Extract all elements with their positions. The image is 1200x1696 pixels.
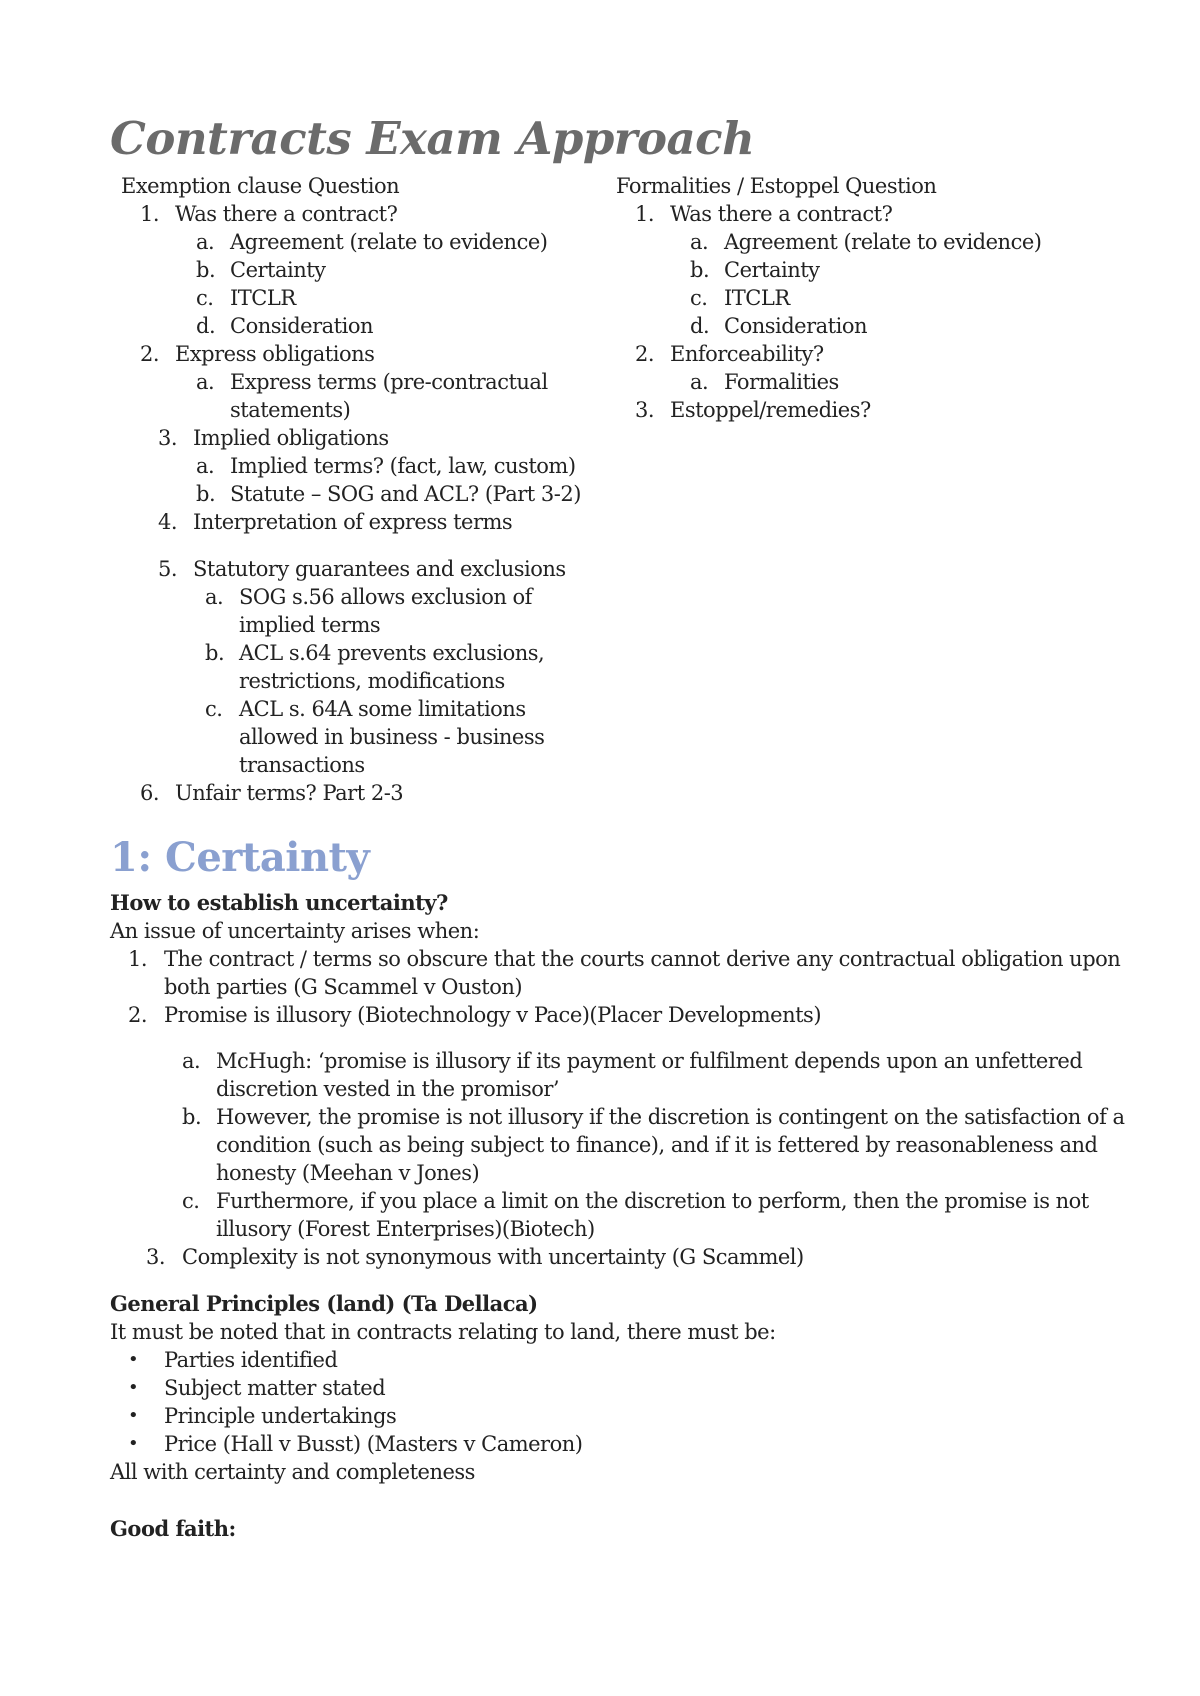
list-marker: a. xyxy=(182,1049,201,1073)
list-item-continuation: implied terms xyxy=(239,613,381,637)
list-item-continuation: discretion vested in the promisor’ xyxy=(216,1077,560,1101)
list-marker: a. xyxy=(690,230,709,254)
list-marker: a. xyxy=(196,230,215,254)
list-marker: 1. xyxy=(635,202,655,226)
bullet-icon: • xyxy=(128,1405,139,1426)
formalities-heading: Formalities / Estoppel Question xyxy=(616,174,937,198)
paragraph: All with certainty and completeness xyxy=(110,1460,475,1484)
bullet-icon: • xyxy=(128,1349,139,1370)
list-item: Furthermore, if you place a limit on the discretion to perform, then the promise is not xyxy=(216,1189,1089,1213)
list-item: Agreement (relate to evidence) xyxy=(724,230,1042,254)
list-marker: a. xyxy=(196,370,215,394)
list-item: Unfair terms? Part 2-3 xyxy=(175,781,404,805)
list-marker: b. xyxy=(196,482,216,506)
list-item-continuation: restrictions, modifications xyxy=(239,669,505,693)
list-item: Complexity is not synonymous with uncertainty (G Scammel) xyxy=(182,1245,804,1269)
list-marker: 1. xyxy=(128,947,148,971)
list-item: The contract / terms so obscure that the courts cannot derive any contractual obligation upon xyxy=(164,947,1121,971)
list-marker: b. xyxy=(182,1105,202,1129)
list-item: ACL s. 64A some limitations xyxy=(239,697,526,721)
list-item: However, the promise is not illusory if the discretion is contingent on the satisfaction of a xyxy=(216,1105,1125,1129)
list-item: Express terms (pre-contractual xyxy=(230,370,548,394)
list-item: Promise is illusory (Biotechnology v Pace)(Placer Developments) xyxy=(164,1003,822,1027)
list-item-continuation: allowed in business - business xyxy=(239,725,545,749)
paragraph: It must be noted that in contracts relating to land, there must be: xyxy=(110,1320,776,1344)
list-marker: c. xyxy=(205,697,223,721)
list-marker: d. xyxy=(196,314,216,338)
list-marker: 2. xyxy=(140,342,160,366)
paragraph: An issue of uncertainty arises when: xyxy=(110,919,480,943)
list-item-continuation: statements) xyxy=(230,398,351,422)
list-item: Interpretation of express terms xyxy=(193,510,513,534)
list-marker: 6. xyxy=(140,781,160,805)
list-item-continuation: condition (such as being subject to finance), and if it is fettered by reasonableness and xyxy=(216,1133,1098,1157)
list-marker: 4. xyxy=(158,510,178,534)
list-marker: 5. xyxy=(158,557,178,581)
list-item: Price (Hall v Busst) (Masters v Cameron) xyxy=(164,1432,583,1456)
list-item: Certainty xyxy=(230,258,326,282)
section-heading-certainty: 1: Certainty xyxy=(110,834,370,881)
list-item: Express obligations xyxy=(175,342,375,366)
list-item: Certainty xyxy=(724,258,820,282)
list-marker: b. xyxy=(690,258,710,282)
list-item: McHugh: ‘promise is illusory if its payment or fulfilment depends upon an unfettered xyxy=(216,1049,1083,1073)
list-item: Was there a contract? xyxy=(175,202,398,226)
list-marker: 3. xyxy=(146,1245,166,1269)
list-marker: 2. xyxy=(635,342,655,366)
exemption-heading: Exemption clause Question xyxy=(121,174,400,198)
list-item: Formalities xyxy=(724,370,839,394)
list-item: Statute – SOG and ACL? (Part 3-2) xyxy=(230,482,581,506)
bullet-icon: • xyxy=(128,1377,139,1398)
list-marker: c. xyxy=(690,286,708,310)
list-marker: d. xyxy=(690,314,710,338)
list-item: ACL s.64 prevents exclusions, xyxy=(239,641,545,665)
list-item: Parties identified xyxy=(164,1348,338,1372)
list-marker: 3. xyxy=(635,398,655,422)
list-marker: 3. xyxy=(158,426,178,450)
list-item: Consideration xyxy=(724,314,867,338)
subheading: How to establish uncertainty? xyxy=(110,890,448,915)
page-title: Contracts Exam Approach xyxy=(110,112,755,165)
bullet-icon: • xyxy=(128,1433,139,1454)
list-item: Was there a contract? xyxy=(670,202,893,226)
list-marker: c. xyxy=(182,1189,200,1213)
list-item: Agreement (relate to evidence) xyxy=(230,230,548,254)
list-item: Implied terms? (fact, law, custom) xyxy=(230,454,576,478)
list-marker: b. xyxy=(205,641,225,665)
list-marker: c. xyxy=(196,286,214,310)
list-marker: a. xyxy=(196,454,215,478)
list-item: ITCLR xyxy=(724,286,790,310)
subheading: General Principles (land) (Ta Dellaca) xyxy=(110,1291,538,1316)
list-item: Estoppel/remedies? xyxy=(670,398,871,422)
list-item: SOG s.56 allows exclusion of xyxy=(239,585,532,609)
list-item: Subject matter stated xyxy=(164,1376,386,1400)
list-marker: a. xyxy=(205,585,224,609)
list-item-continuation: illusory (Forest Enterprises)(Biotech) xyxy=(216,1217,595,1241)
list-item-continuation: honesty (Meehan v Jones) xyxy=(216,1161,480,1185)
list-marker: a. xyxy=(690,370,709,394)
list-item: Enforceability? xyxy=(670,342,824,366)
subheading: Good faith: xyxy=(110,1516,236,1541)
list-item: Statutory guarantees and exclusions xyxy=(193,557,566,581)
list-item-continuation: transactions xyxy=(239,753,365,777)
list-marker: b. xyxy=(196,258,216,282)
list-item: Consideration xyxy=(230,314,373,338)
list-item-continuation: both parties (G Scammel v Ouston) xyxy=(164,975,523,999)
list-item: ITCLR xyxy=(230,286,296,310)
list-marker: 2. xyxy=(128,1003,148,1027)
list-item: Implied obligations xyxy=(193,426,389,450)
list-item: Principle undertakings xyxy=(164,1404,397,1428)
list-marker: 1. xyxy=(140,202,160,226)
